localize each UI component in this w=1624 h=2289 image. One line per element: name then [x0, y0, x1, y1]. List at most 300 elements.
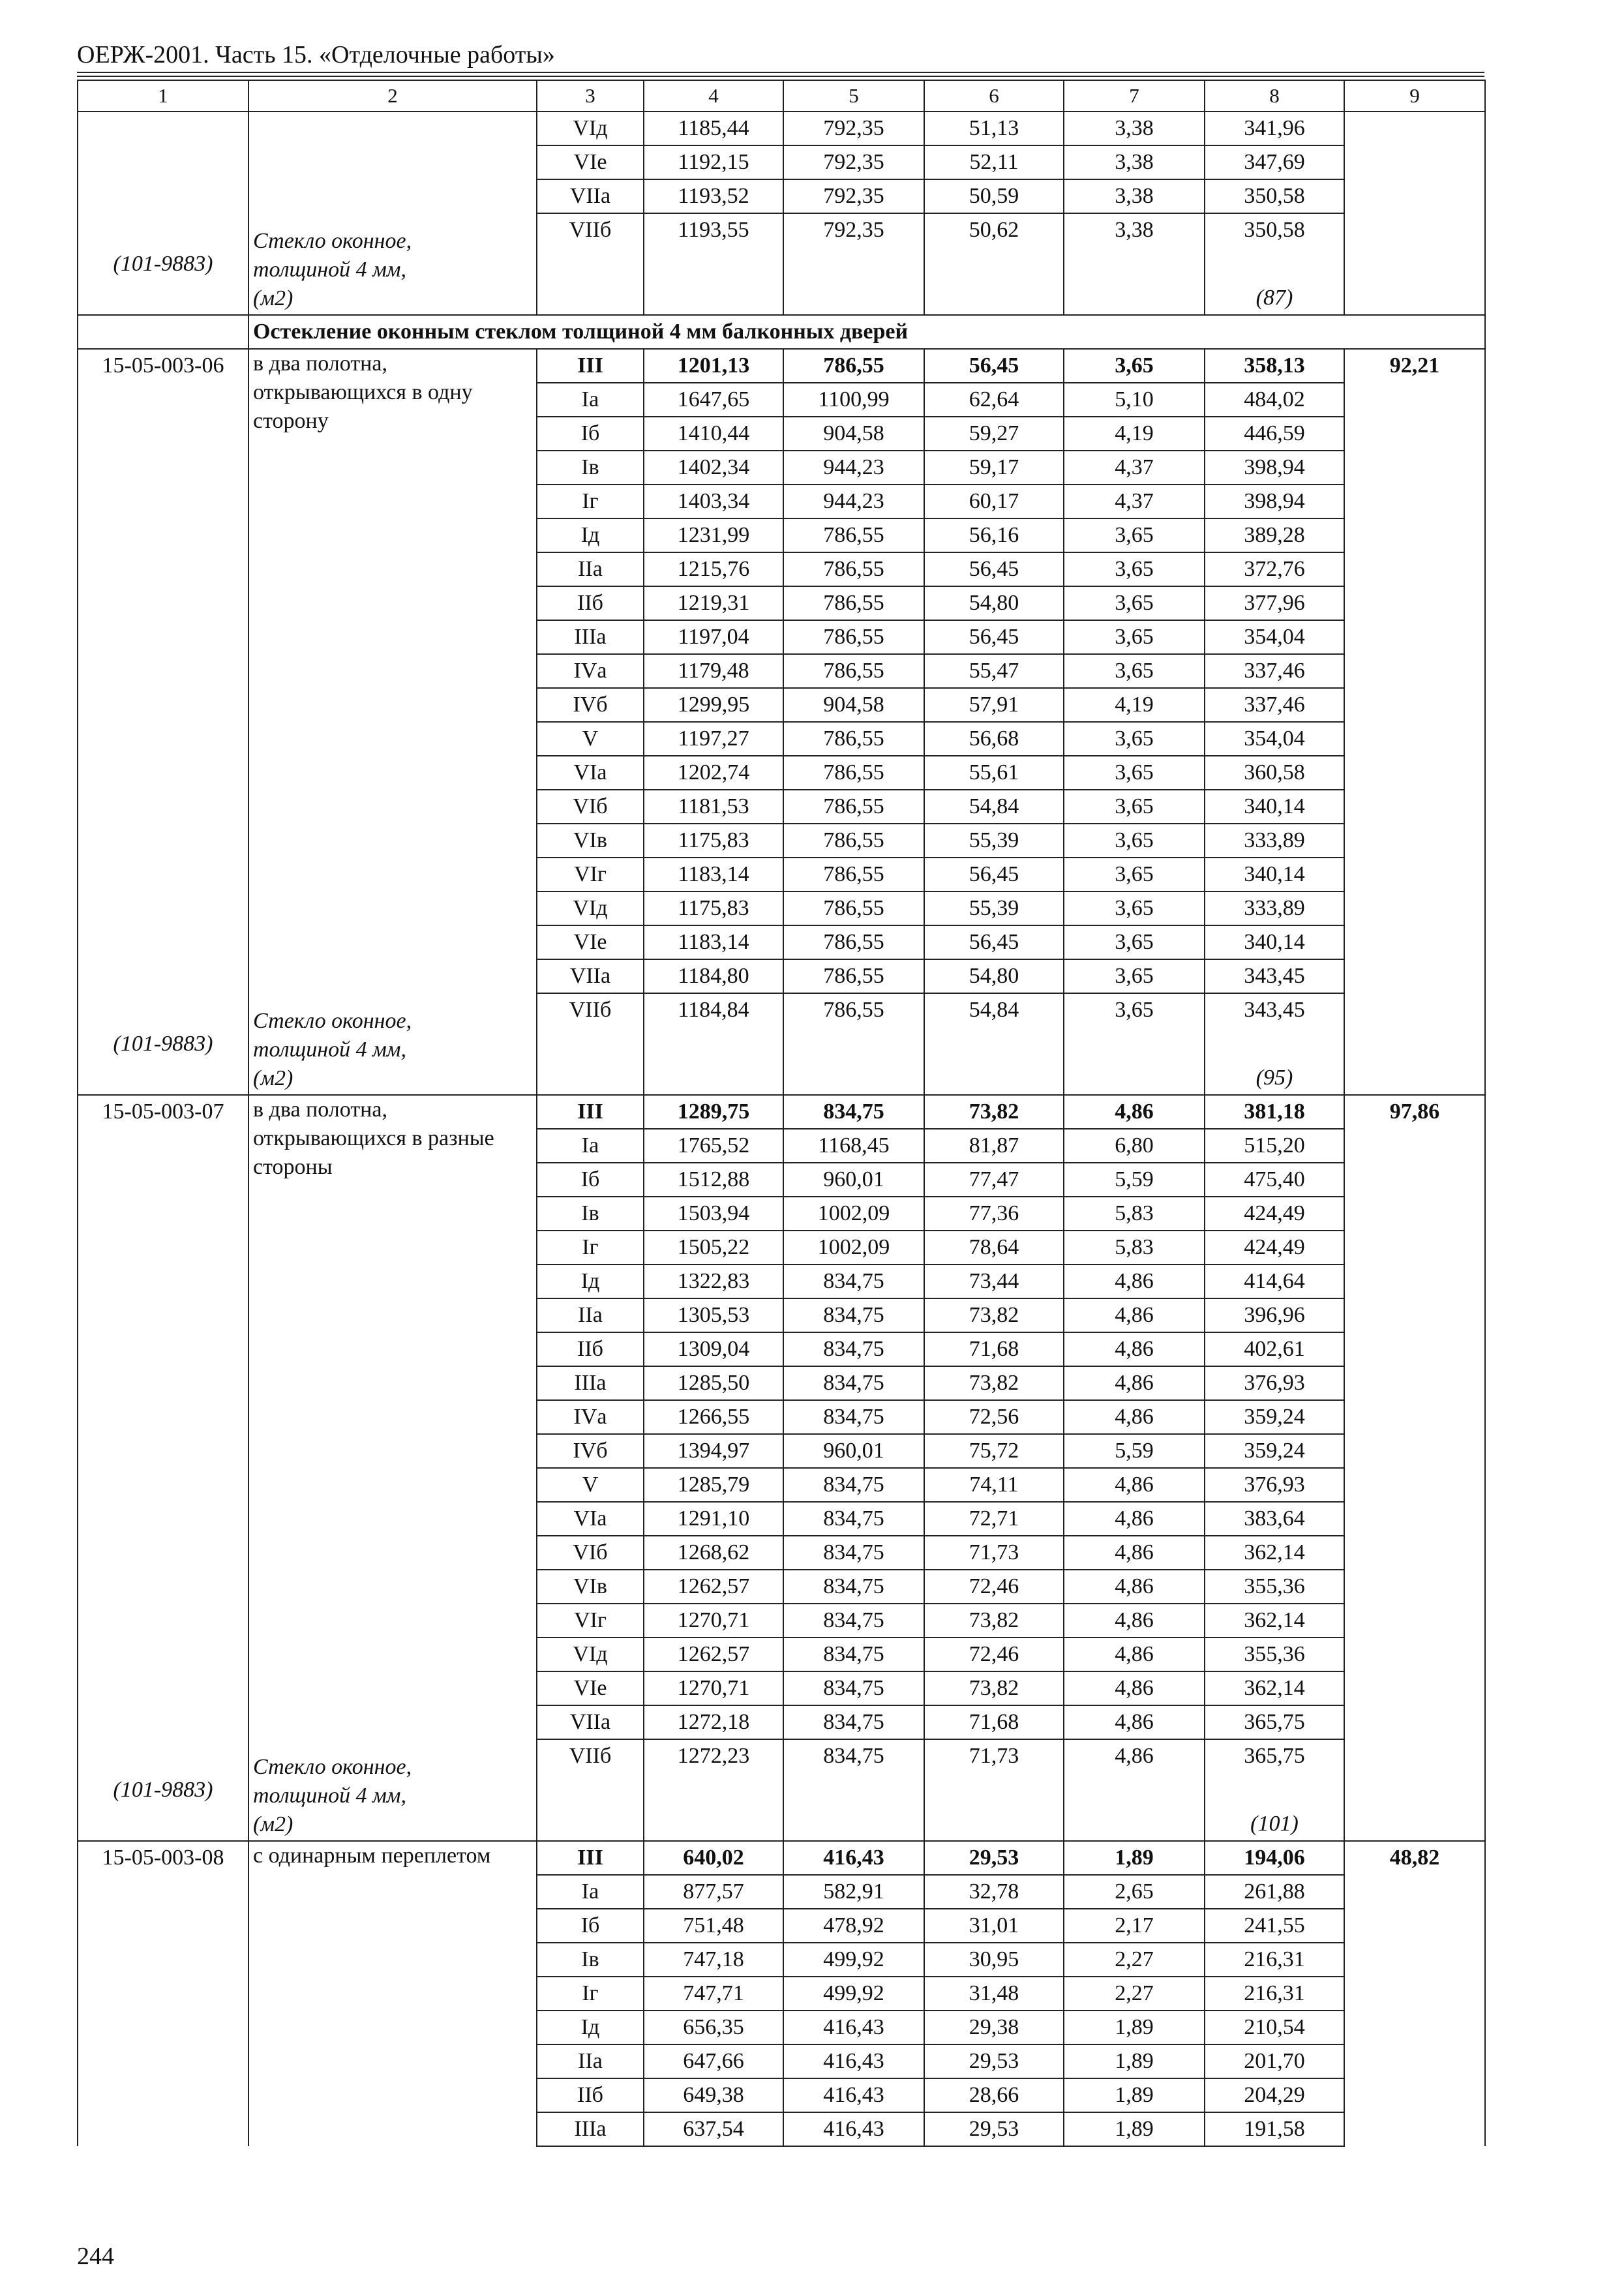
value-cell: 2,65 [1064, 1875, 1205, 1909]
value-cell: 60,17 [924, 485, 1064, 518]
value-cell: 333,89 [1205, 824, 1344, 858]
value-cell: 376,93 [1205, 1468, 1344, 1502]
empty-cell [537, 1773, 644, 1841]
zone-cell: VIа [537, 1502, 644, 1536]
value-cell: 216,31 [1205, 1977, 1344, 2011]
value-cell: 786,55 [783, 518, 924, 552]
value-cell: 786,55 [783, 790, 924, 824]
value-cell: 786,55 [783, 756, 924, 790]
value-cell: 71,68 [924, 1332, 1064, 1366]
header-rule-double [77, 76, 1484, 77]
value-cell: 4,86 [1064, 1671, 1205, 1705]
zone-cell: Iа [537, 383, 644, 417]
value-cell: 241,55 [1205, 1909, 1344, 1943]
zone-cell: VIд [537, 1638, 644, 1671]
value-cell: 1,89 [1064, 2112, 1205, 2146]
value-cell: 786,55 [783, 722, 924, 756]
value-cell: 1202,74 [644, 756, 783, 790]
value-cell: 1285,79 [644, 1468, 783, 1502]
value-cell: 582,91 [783, 1875, 924, 1909]
section-title: Остекление оконным стеклом толщиной 4 мм балконных дверей [248, 315, 1485, 349]
item-code [78, 1095, 248, 1841]
item-code [78, 349, 248, 1095]
value-cell: 2,27 [1064, 1943, 1205, 1977]
value-cell: 499,92 [783, 1977, 924, 2011]
value-cell: 1272,18 [644, 1705, 783, 1739]
zone-cell: Iа [537, 1875, 644, 1909]
value-cell: 54,80 [924, 586, 1064, 620]
empty-cell [537, 1026, 644, 1095]
value-cell: 56,68 [924, 722, 1064, 756]
value-cell: 359,24 [1205, 1434, 1344, 1468]
value-cell: 877,57 [644, 1875, 783, 1909]
value-cell: 73,82 [924, 1095, 1064, 1129]
value-cell: 786,55 [783, 824, 924, 858]
value-cell: 4,37 [1064, 451, 1205, 485]
value-cell: 1179,48 [644, 654, 783, 688]
value-cell: 1270,71 [644, 1671, 783, 1705]
value-cell: 389,28 [1205, 518, 1344, 552]
value-cell: 1394,97 [644, 1434, 783, 1468]
zone-cell: Iд [537, 2011, 644, 2044]
value-cell: 640,02 [644, 1841, 783, 1875]
zone-cell: III [537, 1095, 644, 1129]
value-cell: 1100,99 [783, 383, 924, 417]
value-cell: 194,06 [1205, 1841, 1344, 1875]
value-cell: 62,64 [924, 383, 1064, 417]
value-cell: 5,83 [1064, 1197, 1205, 1231]
value-cell: 54,84 [924, 790, 1064, 824]
zone-cell: VIв [537, 1570, 644, 1604]
value-cell: 81,87 [924, 1129, 1064, 1163]
empty-cell [1064, 247, 1205, 315]
material-quantity: (87) [1205, 247, 1344, 315]
value-cell: 834,75 [783, 1604, 924, 1638]
value-cell: 1262,57 [644, 1638, 783, 1671]
material-code: (101-9883) [113, 252, 213, 276]
zone-cell: VIIа [537, 1705, 644, 1739]
value-cell: 4,86 [1064, 1604, 1205, 1638]
zone-cell: IIб [537, 2078, 644, 2112]
value-cell: 904,58 [783, 417, 924, 451]
value-cell: 3,65 [1064, 891, 1205, 925]
zone-cell: V [537, 1468, 644, 1502]
page-header-title: ОЕРЖ-2001. Часть 15. «Отделочные работы» [77, 41, 555, 68]
value-cell: 1,89 [1064, 2044, 1205, 2078]
value-cell: 792,35 [783, 213, 924, 247]
item-description [248, 349, 537, 1095]
material-description: Стекло оконное, толщиной 4 мм, (м2) [253, 229, 412, 310]
zone-cell: III [537, 349, 644, 383]
value-cell: 55,61 [924, 756, 1064, 790]
value-cell: 398,94 [1205, 451, 1344, 485]
value-cell: 362,14 [1205, 1671, 1344, 1705]
value-cell: 484,02 [1205, 383, 1344, 417]
empty-cell [924, 247, 1064, 315]
value-cell: 416,43 [783, 2044, 924, 2078]
value-cell: 3,65 [1064, 552, 1205, 586]
value-cell: 416,43 [783, 2112, 924, 2146]
value-cell: 1512,88 [644, 1163, 783, 1197]
value-cell: 3,65 [1064, 858, 1205, 891]
value-cell: 1403,34 [644, 485, 783, 518]
value-cell: 74,11 [924, 1468, 1064, 1502]
value-cell: 747,18 [644, 1943, 783, 1977]
value-cell: 834,75 [783, 1400, 924, 1434]
value-cell: 4,86 [1064, 1638, 1205, 1671]
col9-cell: 92,21 [1344, 349, 1485, 1095]
material-quantity: (101) [1205, 1773, 1344, 1841]
material-quantity: (95) [1205, 1026, 1344, 1095]
material-code: (101-9883) [113, 1032, 213, 1056]
value-cell: 347,69 [1205, 145, 1344, 179]
value-cell: 77,47 [924, 1163, 1064, 1197]
value-cell: 343,45 [1205, 993, 1344, 1026]
value-cell: 3,38 [1064, 145, 1205, 179]
empty-cell [644, 1026, 783, 1095]
value-cell: 56,45 [924, 925, 1064, 959]
value-cell: 3,65 [1064, 993, 1205, 1026]
zone-cell: VIе [537, 1671, 644, 1705]
value-cell: 201,70 [1205, 2044, 1344, 2078]
value-cell: 77,36 [924, 1197, 1064, 1231]
value-cell: 1503,94 [644, 1197, 783, 1231]
value-cell: 3,65 [1064, 518, 1205, 552]
zone-cell: IIа [537, 552, 644, 586]
value-cell: 31,01 [924, 1909, 1064, 1943]
value-cell: 637,54 [644, 2112, 783, 2146]
value-cell: 647,66 [644, 2044, 783, 2078]
zone-cell: IVа [537, 1400, 644, 1434]
value-cell: 3,38 [1064, 179, 1205, 213]
value-cell: 59,17 [924, 451, 1064, 485]
value-cell: 355,36 [1205, 1638, 1344, 1671]
item-code-text: 15-05-003-06 [102, 353, 224, 378]
value-cell: 402,61 [1205, 1332, 1344, 1366]
zone-cell: Iд [537, 1264, 644, 1298]
value-cell: 72,56 [924, 1400, 1064, 1434]
value-cell: 3,65 [1064, 586, 1205, 620]
column-header: 9 [1344, 80, 1485, 112]
value-cell: 960,01 [783, 1434, 924, 1468]
value-cell: 416,43 [783, 1841, 924, 1875]
value-cell: 1268,62 [644, 1536, 783, 1570]
value-cell: 1272,23 [644, 1739, 783, 1773]
value-cell: 1410,44 [644, 417, 783, 451]
value-cell: 73,82 [924, 1671, 1064, 1705]
empty-cell [783, 247, 924, 315]
zone-cell: Iа [537, 1129, 644, 1163]
price-table [77, 80, 1486, 2147]
value-cell: 4,86 [1064, 1502, 1205, 1536]
value-cell: 50,59 [924, 179, 1064, 213]
empty-cell [537, 247, 644, 315]
value-cell: 3,65 [1064, 722, 1205, 756]
value-cell: 786,55 [783, 349, 924, 383]
value-cell: 29,53 [924, 1841, 1064, 1875]
value-cell: 261,88 [1205, 1875, 1344, 1909]
value-cell: 5,59 [1064, 1434, 1205, 1468]
value-cell: 1285,50 [644, 1366, 783, 1400]
column-header: 2 [248, 80, 537, 112]
value-cell: 381,18 [1205, 1095, 1344, 1129]
value-cell: 1289,75 [644, 1095, 783, 1129]
value-cell: 337,46 [1205, 688, 1344, 722]
value-cell: 50,62 [924, 213, 1064, 247]
value-cell: 834,75 [783, 1468, 924, 1502]
value-cell: 786,55 [783, 620, 924, 654]
value-cell: 71,73 [924, 1536, 1064, 1570]
value-cell: 4,86 [1064, 1570, 1205, 1604]
zone-cell: Iб [537, 1163, 644, 1197]
empty-cell [1064, 1026, 1205, 1095]
item-code-text: 15-05-003-07 [102, 1100, 224, 1124]
value-cell: 71,73 [924, 1739, 1064, 1773]
material-description: Стекло оконное, толщиной 4 мм, (м2) [253, 1755, 412, 1836]
value-cell: 340,14 [1205, 858, 1344, 891]
value-cell: 383,64 [1205, 1502, 1344, 1536]
value-cell: 362,14 [1205, 1604, 1344, 1638]
value-cell: 1291,10 [644, 1502, 783, 1536]
value-cell: 72,46 [924, 1570, 1064, 1604]
empty-cell [783, 1026, 924, 1095]
value-cell: 4,86 [1064, 1705, 1205, 1739]
value-cell: 29,53 [924, 2044, 1064, 2078]
empty-cell [78, 315, 248, 349]
zone-cell: VIа [537, 756, 644, 790]
value-cell: 3,38 [1064, 112, 1205, 145]
value-cell: 4,86 [1064, 1400, 1205, 1434]
value-cell: 350,58 [1205, 179, 1344, 213]
zone-cell: IVб [537, 1434, 644, 1468]
value-cell: 30,95 [924, 1943, 1064, 1977]
value-cell: 1647,65 [644, 383, 783, 417]
value-cell: 478,92 [783, 1909, 924, 1943]
value-cell: 210,54 [1205, 2011, 1344, 2044]
item-code [78, 1841, 248, 2146]
value-cell: 786,55 [783, 925, 924, 959]
column-header: 1 [78, 80, 248, 112]
value-cell: 73,82 [924, 1366, 1064, 1400]
value-cell: 6,80 [1064, 1129, 1205, 1163]
value-cell: 446,59 [1205, 417, 1344, 451]
empty-cell [644, 247, 783, 315]
value-cell: 4,19 [1064, 417, 1205, 451]
col9-cell: 48,82 [1344, 1841, 1485, 2146]
value-cell: 786,55 [783, 959, 924, 993]
value-cell: 56,16 [924, 518, 1064, 552]
value-cell: 341,96 [1205, 112, 1344, 145]
zone-cell: IIIа [537, 1366, 644, 1400]
table-row [78, 1095, 1485, 1129]
column-header: 8 [1205, 80, 1344, 112]
zone-cell: IVа [537, 654, 644, 688]
value-cell: 376,93 [1205, 1366, 1344, 1400]
zone-cell: VIIа [537, 179, 644, 213]
empty-cell [1064, 1773, 1205, 1841]
value-cell: 1183,14 [644, 858, 783, 891]
value-cell: 656,35 [644, 2011, 783, 2044]
value-cell: 792,35 [783, 179, 924, 213]
value-cell: 3,65 [1064, 790, 1205, 824]
value-cell: 424,49 [1205, 1231, 1344, 1264]
column-header: 6 [924, 80, 1064, 112]
zone-cell: VIе [537, 145, 644, 179]
zone-cell: IIа [537, 2044, 644, 2078]
table-row [78, 1841, 1485, 1875]
value-cell: 377,96 [1205, 586, 1344, 620]
value-cell: 362,14 [1205, 1536, 1344, 1570]
zone-cell: Iг [537, 485, 644, 518]
value-cell: 1184,84 [644, 993, 783, 1026]
zone-cell: IIб [537, 586, 644, 620]
value-cell: 1184,80 [644, 959, 783, 993]
value-cell: 55,47 [924, 654, 1064, 688]
value-cell: 1168,45 [783, 1129, 924, 1163]
value-cell: 4,86 [1064, 1095, 1205, 1129]
item-description [248, 112, 537, 315]
value-cell: 72,71 [924, 1502, 1064, 1536]
value-cell: 786,55 [783, 993, 924, 1026]
zone-cell: Iв [537, 451, 644, 485]
value-cell: 57,91 [924, 688, 1064, 722]
zone-cell: VIг [537, 1604, 644, 1638]
value-cell: 365,75 [1205, 1739, 1344, 1773]
value-cell: 786,55 [783, 654, 924, 688]
value-cell: 1197,27 [644, 722, 783, 756]
value-cell: 1197,04 [644, 620, 783, 654]
value-cell: 73,82 [924, 1298, 1064, 1332]
value-cell: 78,64 [924, 1231, 1064, 1264]
value-cell: 1192,15 [644, 145, 783, 179]
value-cell: 372,76 [1205, 552, 1344, 586]
zone-cell: VIд [537, 112, 644, 145]
value-cell: 31,48 [924, 1977, 1064, 2011]
value-cell: 1175,83 [644, 891, 783, 925]
value-cell: 4,86 [1064, 1739, 1205, 1773]
value-cell: 3,65 [1064, 824, 1205, 858]
value-cell: 649,38 [644, 2078, 783, 2112]
value-cell: 960,01 [783, 1163, 924, 1197]
value-cell: 32,78 [924, 1875, 1064, 1909]
value-cell: 944,23 [783, 451, 924, 485]
value-cell: 834,75 [783, 1095, 924, 1129]
value-cell: 3,65 [1064, 925, 1205, 959]
zone-cell: VIIа [537, 959, 644, 993]
item-description-text: в два полотна, открывающихся в одну сторону [253, 352, 473, 433]
value-cell: 350,58 [1205, 213, 1344, 247]
value-cell: 786,55 [783, 891, 924, 925]
value-cell: 3,38 [1064, 213, 1205, 247]
value-cell: 5,59 [1064, 1163, 1205, 1197]
zone-cell: VIд [537, 891, 644, 925]
material-code: (101-9883) [113, 1778, 213, 1802]
value-cell: 1,89 [1064, 1841, 1205, 1875]
value-cell: 340,14 [1205, 925, 1344, 959]
zone-cell: IIIа [537, 620, 644, 654]
value-cell: 216,31 [1205, 1943, 1344, 1977]
item-code-text: 15-05-003-08 [102, 1846, 224, 1870]
value-cell: 191,58 [1205, 2112, 1344, 2146]
empty-cell [924, 1026, 1064, 1095]
value-cell: 1,89 [1064, 2011, 1205, 2044]
value-cell: 786,55 [783, 552, 924, 586]
zone-cell: VIв [537, 824, 644, 858]
value-cell: 834,75 [783, 1570, 924, 1604]
value-cell: 56,45 [924, 858, 1064, 891]
column-header: 5 [783, 80, 924, 112]
value-cell: 71,68 [924, 1705, 1064, 1739]
zone-cell: V [537, 722, 644, 756]
value-cell: 333,89 [1205, 891, 1344, 925]
value-cell: 1002,09 [783, 1231, 924, 1264]
value-cell: 51,13 [924, 112, 1064, 145]
value-cell: 54,84 [924, 993, 1064, 1026]
value-cell: 499,92 [783, 1943, 924, 1977]
value-cell: 52,11 [924, 145, 1064, 179]
value-cell: 1193,55 [644, 213, 783, 247]
value-cell: 944,23 [783, 485, 924, 518]
section-row [78, 315, 1485, 349]
value-cell: 1305,53 [644, 1298, 783, 1332]
value-cell: 834,75 [783, 1298, 924, 1332]
value-cell: 834,75 [783, 1638, 924, 1671]
value-cell: 1765,52 [644, 1129, 783, 1163]
value-cell: 1181,53 [644, 790, 783, 824]
zone-cell: Iв [537, 1943, 644, 1977]
zone-cell: Iб [537, 1909, 644, 1943]
value-cell: 904,58 [783, 688, 924, 722]
value-cell: 73,82 [924, 1604, 1064, 1638]
zone-cell: VIб [537, 790, 644, 824]
value-cell: 4,86 [1064, 1366, 1205, 1400]
value-cell: 834,75 [783, 1502, 924, 1536]
empty-cell [644, 1773, 783, 1841]
zone-cell: III [537, 1841, 644, 1875]
value-cell: 834,75 [783, 1264, 924, 1298]
value-cell: 75,72 [924, 1434, 1064, 1468]
zone-cell: VIIб [537, 213, 644, 247]
value-cell: 747,71 [644, 1977, 783, 2011]
zone-cell: VIб [537, 1536, 644, 1570]
value-cell: 3,65 [1064, 620, 1205, 654]
value-cell: 751,48 [644, 1909, 783, 1943]
value-cell: 414,64 [1205, 1264, 1344, 1298]
value-cell: 1,89 [1064, 2078, 1205, 2112]
zone-cell: Iв [537, 1197, 644, 1231]
header-rule [77, 72, 1484, 73]
value-cell: 29,53 [924, 2112, 1064, 2146]
value-cell: 5,10 [1064, 383, 1205, 417]
table-row [78, 112, 1485, 145]
zone-cell: VIе [537, 925, 644, 959]
zone-cell: IIIа [537, 2112, 644, 2146]
value-cell: 360,58 [1205, 756, 1344, 790]
column-header: 4 [644, 80, 783, 112]
value-cell: 1270,71 [644, 1604, 783, 1638]
value-cell: 4,86 [1064, 1468, 1205, 1502]
value-cell: 365,75 [1205, 1705, 1344, 1739]
value-cell: 29,38 [924, 2011, 1064, 2044]
column-header: 3 [537, 80, 644, 112]
table-row [78, 349, 1485, 383]
material-description: Стекло оконное, толщиной 4 мм, (м2) [253, 1009, 412, 1090]
value-cell: 4,37 [1064, 485, 1205, 518]
value-cell: 396,96 [1205, 1298, 1344, 1332]
value-cell: 792,35 [783, 145, 924, 179]
value-cell: 5,83 [1064, 1231, 1205, 1264]
value-cell: 834,75 [783, 1739, 924, 1773]
